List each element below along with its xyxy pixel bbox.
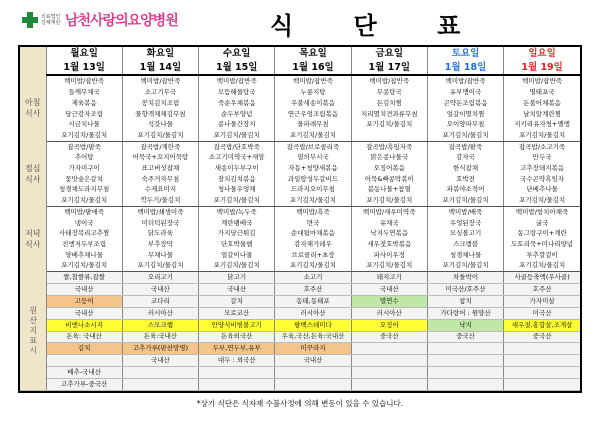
menu-item: 새우젓호박볶음: [351, 239, 427, 250]
day-date: 1월 17일: [351, 61, 427, 75]
origin-cell: 낙지: [427, 319, 503, 331]
menu-item: 시금치나물: [46, 119, 122, 130]
menu-item: 물파래무침: [275, 119, 351, 130]
origin-cell: [122, 378, 198, 390]
menu-item: 추어탕: [46, 153, 122, 164]
menu-item: 우불새송이볶음: [275, 98, 351, 109]
menu-item: 백미밥/잡반죽: [351, 75, 427, 87]
origin-cell: 사골등축액(우사골): [504, 272, 580, 284]
origin-cell: 국내산: [122, 355, 198, 367]
menu-item: 닭도라육: [122, 228, 198, 239]
origin-cell: 비엔나소시지: [46, 319, 122, 331]
origin-cell: 오징어: [351, 319, 427, 331]
origin-cell: 모로코산: [199, 307, 275, 319]
hospital-logo: [22, 10, 178, 30]
menu-item: 얼갈이나물: [199, 250, 275, 261]
menu-item: 도토리묵+미나리양념: [511, 239, 574, 248]
menu-item: 봄동나물+참혈: [351, 185, 427, 196]
origin-cell: [427, 355, 503, 367]
origin-cell: 돼지고기: [351, 272, 427, 284]
origin-cell: [351, 355, 427, 367]
menu-item: 잠치김치볶음: [199, 174, 275, 185]
menu-item: [351, 130, 427, 141]
day-name: 토요일: [427, 47, 503, 61]
menu-item: 열의무시국: [275, 153, 351, 164]
menu-item: 소고기미역국+새알: [199, 153, 275, 164]
menu-item: 백미밥/배죽: [427, 207, 503, 218]
origin-cell: 중국산: [504, 331, 580, 343]
menu-item: 브로콜리+초장: [275, 250, 351, 261]
day-name: 수요일: [199, 47, 275, 61]
meal-row: [20, 87, 580, 98]
day-name: 화요일: [122, 47, 198, 61]
menu-item: 냉이국: [46, 218, 122, 229]
menu-item: 국수곤약흑임자: [520, 174, 565, 183]
origin-cell: 대두 : 외국산: [199, 355, 275, 367]
origin-row: [20, 307, 580, 319]
menu-item: 제육볶음: [46, 98, 122, 109]
menu-item: 콩나물간장지: [199, 119, 275, 130]
menu-item: 당근감자조림: [46, 109, 122, 120]
origin-cell: 두부,연두부,유부: [199, 343, 275, 355]
menu-table: [18, 45, 582, 393]
origin-cell: 코다리: [122, 295, 198, 307]
menu-item: 포기김치/물김치: [275, 260, 351, 271]
origin-cell: [351, 367, 427, 379]
menu-item: 청경채도라지무침: [46, 185, 122, 196]
origin-cell: 가자미살: [504, 295, 580, 307]
menu-item: 백미밥/흑죽: [275, 207, 351, 218]
menu-item: 표고버섯잡채: [122, 163, 198, 174]
menu-item: 순대됩마채볶음: [275, 228, 351, 239]
menu-item: 잡곡밥/팥죽: [46, 141, 122, 152]
origin-label: 원산지표시: [20, 272, 46, 391]
origin-cell: 고등어: [46, 295, 122, 307]
menu-item: 누룽지탕: [275, 87, 351, 98]
menu-item: 진앵저두부조림: [46, 239, 122, 250]
origin-row: [20, 331, 580, 343]
menu-item: 한식잡채: [427, 163, 503, 174]
origin-cell: [504, 378, 580, 390]
origin-cell: 국내산: [199, 284, 275, 296]
menu-item: 포기김치/물김치: [275, 195, 351, 206]
menu-item: 포기김치/물김치: [46, 260, 122, 271]
menu-item: 단배추나물: [526, 185, 558, 194]
menu-item: 백미밥/잡반죽: [427, 75, 503, 87]
menu-item: 감자채가레우: [275, 239, 351, 250]
origin-cell: 소고기: [275, 272, 351, 284]
meal-row: [20, 260, 580, 271]
menu-item: 명태포국: [529, 88, 555, 97]
menu-item: 포기김치/물김치: [351, 119, 427, 130]
menu-item: 연근우엉조림볶음: [275, 109, 351, 120]
origin-cell: 러시아산: [351, 307, 427, 319]
menu-item: 가자미구이: [46, 163, 122, 174]
menu-item: 백미밥/잡반죽: [522, 77, 563, 86]
origin-cell: 배추-국내산: [46, 367, 122, 379]
menu-item: 청경채나물: [427, 250, 503, 261]
menu-grid: [20, 47, 580, 391]
origin-cell: 차돌박이: [427, 272, 503, 284]
day-name: 일요일: [528, 48, 556, 60]
origin-cell: 스모크햄: [122, 319, 198, 331]
menu-item: 부추깔겉이: [526, 250, 558, 259]
meal-row: [20, 119, 580, 130]
origin-cell: [504, 343, 580, 355]
meal-row: [20, 195, 580, 206]
day-name: 월요일: [46, 47, 122, 61]
menu-item: 우엉된장국: [427, 218, 503, 229]
meal-row: [20, 218, 580, 229]
origin-row: [20, 272, 580, 284]
origin-row: [20, 355, 580, 367]
menu-item: 스크램블: [427, 239, 503, 250]
menu-item: 죽순우채볶음: [199, 98, 275, 109]
menu-item: 사태장복리고추찜: [46, 228, 122, 239]
origin-row: [20, 319, 580, 331]
menu-item: 동그랑구이+계란: [517, 229, 567, 238]
menu-item: 지리멸치견과류무침: [351, 109, 427, 120]
meal-row: [20, 153, 580, 164]
menu-item: 호박전: [427, 174, 503, 185]
origin-row: [20, 295, 580, 307]
hospital-name: 남천사랑의요양병원: [65, 13, 178, 29]
menu-item: 포기김치/물김치: [351, 195, 427, 206]
page-title: 식 단 표: [270, 12, 487, 40]
menu-item: 포기김치/물김치: [199, 260, 275, 271]
menu-item: 포기김치/물김치: [427, 130, 503, 141]
meal-row: [20, 163, 580, 174]
origin-cell: 러시아산: [275, 307, 351, 319]
menu-item: 계란팽배국: [199, 218, 275, 229]
meal-row: [20, 228, 580, 239]
menu-item: 잡곡밥/브로콜리죽: [275, 141, 351, 152]
menu-item: 미더덕된장국: [122, 218, 198, 229]
day-date: 1월 14일: [122, 61, 198, 75]
origin-cell: 가다랑어 : 원양산: [427, 307, 503, 319]
meal-row: [20, 250, 580, 261]
origin-cell: [46, 355, 122, 367]
origin-cell: 호주산: [275, 284, 351, 296]
menu-item: 날치알계란찜: [523, 109, 561, 118]
day-name: 목요일: [275, 47, 351, 61]
day-name: 금요일: [351, 47, 427, 61]
menu-item: 꽁치김치조림: [122, 98, 198, 109]
menu-item: 백미밥/잡반죽: [275, 75, 351, 87]
origin-cell: 동태,동태포: [275, 295, 351, 307]
menu-item: 백미밥/쇄생이죽: [122, 207, 198, 218]
menu-item: 낙지두연볶음: [351, 228, 427, 239]
menu-item: 포기김치/물김치: [122, 260, 198, 271]
menu-item: 포기김치/물김치: [504, 130, 580, 141]
origin-cell: 고추가루(판찬망명): [122, 343, 198, 355]
menu-item: 백미밥/잡반죽: [199, 75, 275, 87]
menu-item: 청나물우엉채: [199, 185, 275, 196]
menu-item: 숙주거자무침: [122, 174, 198, 185]
origin-cell: [351, 378, 427, 390]
origin-cell: 고추가루-중국산: [46, 378, 122, 390]
origin-cell: [275, 367, 351, 379]
menu-item: 가지당근튀김: [199, 228, 275, 239]
origin-cell: 국내산: [122, 284, 198, 296]
menu-item: 들깨무채국: [46, 87, 122, 98]
origin-cell: 갈치: [199, 295, 275, 307]
menu-item: 어묵&빠콩막볶이: [351, 174, 427, 185]
origin-cell: [504, 355, 580, 367]
menu-item: 파볶야소적어: [427, 185, 503, 196]
origin-cell: 중국산: [351, 331, 427, 343]
menu-item: 오징어볶음: [351, 163, 427, 174]
menu-item: 백미밥/잡반죽: [122, 75, 198, 87]
menu-item: 굴국: [535, 218, 549, 227]
logo-subtitle: 의료법인 김해재단: [41, 14, 61, 26]
menu-item: 백미밥/항치아채죽: [515, 207, 569, 216]
origin-cell: [427, 343, 503, 355]
day-date: 1월 15일: [199, 61, 275, 75]
menu-item: 부추장막: [122, 239, 198, 250]
menu-item: 모싱볼고기: [427, 228, 503, 239]
origin-cell: [427, 378, 503, 390]
origin-cell: 미국산: [504, 307, 580, 319]
meal-row: [20, 185, 580, 196]
menu-item: 면국: [275, 218, 351, 229]
day-date: 1월 16일: [275, 61, 351, 75]
meal-row: [20, 109, 580, 120]
origin-cell: 팔백스데미다: [275, 319, 351, 331]
menu-item: 잡곡밥/흑임자죽: [351, 141, 427, 152]
date-header-row: [20, 61, 580, 75]
meal-row: [20, 174, 580, 185]
origin-cell: [199, 367, 275, 379]
meal-row: [20, 75, 580, 87]
menu-item: 잡곡밥/팥죽: [427, 141, 503, 152]
menu-item: 백미밥/새우미역죽: [351, 207, 427, 218]
origin-row: [20, 343, 580, 355]
meal-row: [20, 141, 580, 152]
menu-item: 유채국: [351, 218, 427, 229]
menu-item: 소고기무국: [122, 87, 198, 98]
day-date: 1월 13일: [46, 61, 122, 75]
menu-item: 유부맹이국: [427, 87, 503, 98]
origin-cell: [122, 367, 198, 379]
menu-item: 물향개채채김무침: [122, 109, 198, 120]
menu-item: 돈불어채볶음: [523, 98, 561, 107]
meal-label: 아침 식사: [20, 75, 46, 141]
origin-cell: 국내산: [351, 284, 427, 296]
menu-item: 고추장돼지볶음: [520, 164, 565, 173]
meal-label: 점심 식사: [20, 141, 46, 206]
origin-cell: 멸연수: [351, 295, 427, 307]
menu-item: 백미밥/잡반죽: [46, 75, 122, 87]
day-header-row: [20, 47, 580, 61]
menu-item: 드라지오이무침: [275, 185, 351, 196]
menu-item: 자동+청양새볶음: [275, 163, 351, 174]
day-date: 1월 18일: [427, 61, 503, 75]
meal-row: [20, 130, 580, 141]
menu-item: 무콩탕국: [351, 87, 427, 98]
menu-item: 석갓나물: [122, 119, 198, 130]
menu-item: 순두부양념: [199, 109, 275, 120]
origin-cell: 중국산: [427, 331, 503, 343]
menu-item: 얼갈이멸치찜: [427, 109, 503, 120]
menu-item: 포기김치/물김치: [199, 130, 275, 141]
origin-cell: [275, 378, 351, 390]
menu-item: 어묵국+꼬지어묵탕: [122, 153, 198, 164]
day-date: 1월 19일: [504, 61, 580, 75]
menu-item: 만두국: [532, 153, 552, 162]
origin-row: [20, 378, 580, 390]
menu-item: 모듬해물탕국: [199, 87, 275, 98]
origin-cell: 미국산/호주산: [427, 284, 503, 296]
menu-item: 포기김치/물김치: [427, 195, 503, 206]
menu-item: 포기김치/물김치: [46, 195, 122, 206]
menu-item: 포기김치/물김치: [199, 195, 275, 206]
menu-item: 오이양파무침: [427, 119, 503, 130]
origin-cell: [427, 367, 503, 379]
meal-label: 저녁 식사: [20, 207, 46, 272]
origin-cell: 돈육:국내산: [122, 331, 198, 343]
origin-cell: [351, 343, 427, 355]
origin-cell: 호주산: [504, 284, 580, 296]
meal-row: [20, 239, 580, 250]
meal-row: [20, 98, 580, 109]
menu-item: 포기김치/물김치: [504, 195, 580, 206]
header: [0, 0, 600, 46]
origin-cell: 돈육: 국내산: [46, 331, 122, 343]
menu-item: 백미밥/녹두죽: [199, 207, 275, 218]
footer-notice: *상기 식단은 식자재 수불사정에 의해 변동이 있을 수 있습니다.: [196, 399, 404, 408]
menu-item: 포기김치/물김치: [427, 260, 503, 271]
origin-cell: 오리고기: [122, 272, 198, 284]
menu-item: 수제요미지: [122, 185, 198, 196]
meal-row: [20, 207, 580, 218]
menu-item: 백미밥/팥애죽: [46, 207, 122, 218]
medical-cross-icon: [22, 12, 38, 28]
origin-row: [20, 367, 580, 379]
origin-cell: 쌀,찹쌀류,잡쌀: [46, 272, 122, 284]
menu-item: 과일땅성두갈비드: [275, 174, 351, 185]
menu-item: 무채나물: [122, 250, 198, 261]
menu-item: 포기김치/물김치: [122, 130, 198, 141]
origin-cell: [504, 367, 580, 379]
origin-cell: 참치: [427, 295, 503, 307]
menu-item: 돈김치찜: [351, 98, 427, 109]
origin-row: [20, 284, 580, 296]
menu-item: 맑은콩나물국: [351, 153, 427, 164]
origin-cell: 우육,국산,돈육:국내산: [275, 331, 351, 343]
menu-item: 포기김치/물김치: [351, 260, 427, 271]
origin-cell: 닭고기: [199, 272, 275, 284]
menu-item: 잡곡밥/단호박죽: [199, 141, 275, 152]
origin-cell: 러시아산: [122, 307, 198, 319]
menu-item: 포기김치/물김치: [46, 130, 122, 141]
menu-item: 단호박물헴: [199, 239, 275, 250]
corner-cell: [20, 47, 46, 75]
menu-item: 꽃맛숲은갈치: [46, 174, 122, 185]
menu-item: 파사이우정: [351, 250, 427, 261]
menu-item: 잡곡밥/계란죽: [122, 141, 198, 152]
menu-item: 양배추채나물: [46, 250, 122, 261]
origin-cell: 국내산: [46, 307, 122, 319]
menu-item: 감자국: [427, 153, 503, 164]
origin-cell: 국내산: [275, 355, 351, 367]
origin-cell: 안양식비빔볼고기: [199, 319, 275, 331]
menu-item: 포기김치/물김치: [504, 260, 580, 271]
menu-item: 곤약돈조림볶음: [427, 98, 503, 109]
menu-item: 새송이두부구이: [199, 163, 275, 174]
origin-cell: 새우젓,홍합살,조개살: [504, 319, 580, 331]
origin-cell: 돈육외국산: [199, 331, 275, 343]
menu-item: 깍두기/물김치: [122, 195, 198, 206]
origin-cell: 김치: [46, 343, 122, 355]
origin-cell: 미꾸라지: [275, 343, 351, 355]
menu-item: 지키리유자청+멜앵: [514, 120, 570, 129]
origin-cell: 국내산: [46, 284, 122, 296]
menu-item: 잡곡밥/소고기죽: [519, 142, 566, 151]
origin-cell: [199, 378, 275, 390]
menu-item: 포기김치/물김치: [275, 130, 351, 141]
